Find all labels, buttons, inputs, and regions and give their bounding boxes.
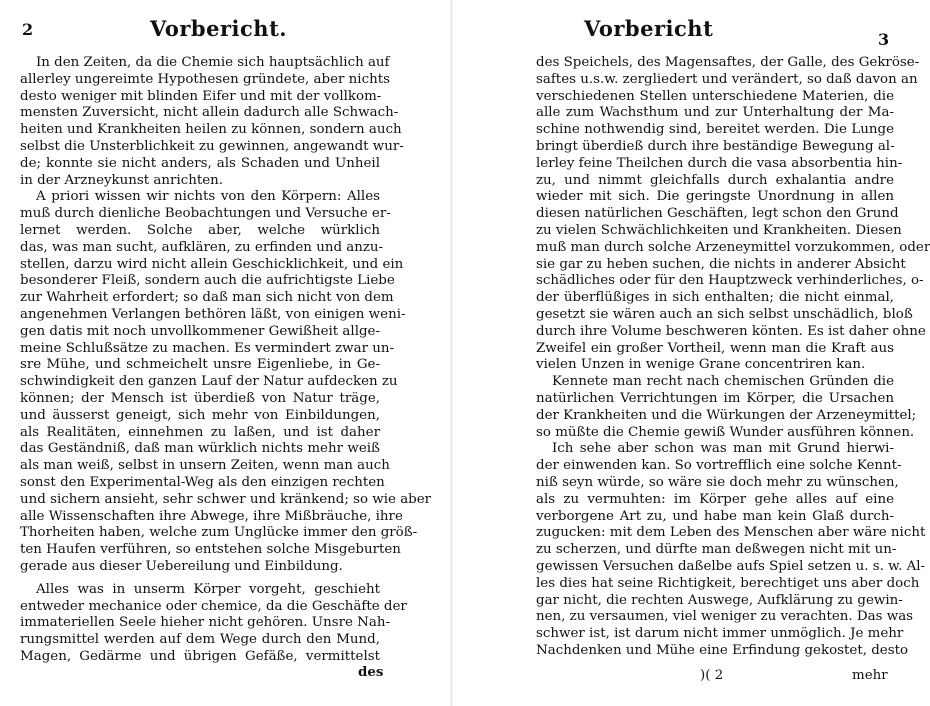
right-page: [452, 0, 930, 706]
signature-mark: )( 2: [700, 668, 724, 683]
text-line: Kennete man recht nach chemischen Gründen die: [552, 374, 894, 390]
text-line: gewissen Versuchen daßelbe aufs Spiel setzen u. s. w. Al-: [536, 558, 926, 574]
text-line: selbst die Unsterblichkeit zu gewinnen, angewandt wur-: [20, 138, 404, 154]
running-header-right: Vorbericht: [584, 16, 714, 41]
text-line: schwindigkeit den ganzen Lauf der Natur aufdecken zu: [20, 374, 398, 390]
text-line: Zweifel ein großer Vortheil, wenn man die Kraft aus: [536, 340, 894, 356]
text-line: wieder mit sich. Die geringste Unordnung in allen: [536, 189, 894, 205]
text-line: der Krankheiten und die Würkungen der Arzeneymittel;: [536, 407, 917, 423]
text-line: Alles was in unserm Körper vorgeht, geschieht: [36, 581, 380, 597]
text-line: rungsmittel werden auf dem Wege durch den Mund,: [20, 632, 380, 648]
text-line: zu vielen Schwächlichkeiten und Krankheiten. Diesen: [536, 222, 902, 238]
text-line: verschiedenen Stellen unterschiedene Materien, die: [536, 88, 894, 104]
text-line: meine Schlußsätze zu machen. Es vermindert zwar un-: [20, 340, 394, 356]
text-line: gar nicht, die rechten Auswege, Aufklärung zu gewin-: [536, 592, 903, 608]
running-header-left: Vorbericht.: [150, 16, 288, 41]
text-line: saftes u.s.w. zergliedert und verändert, so daß davon an: [536, 71, 918, 87]
text-line: und sichern ansieht, sehr schwer und kränkend; so wie aber: [20, 491, 432, 507]
text-line: schwer ist, ist darum nicht immer unmöglich. Je mehr: [536, 626, 904, 642]
text-line: in der Arzneykunst anrichten.: [20, 172, 224, 188]
text-line: natürlichen Verrichtungen im Körper, die Ursachen: [536, 390, 894, 406]
text-line: vielen Unzen in wenige Grane concentriren kan.: [536, 357, 866, 373]
body-text-left: [20, 55, 432, 666]
text-line: sre Mühe, und schmeichelt unsre Eigenliebe, in Ge-: [20, 357, 380, 373]
text-line: A priori wissen wir nichts von den Körpern: Alles: [36, 189, 380, 205]
text-line: entweder mechanice oder chemice, da die Geschäfte der: [20, 598, 407, 614]
catchword-left: des: [358, 664, 384, 680]
body-text-right: [536, 55, 930, 660]
text-line: Thorheiten haben, welche zum Unglücke immer den größ-: [20, 525, 418, 541]
left-page: [0, 0, 452, 706]
text-line: les dies hat seine Richtigkeit, berechtiget uns aber doch: [536, 575, 920, 591]
text-line: können; der Mensch ist überdieß von Natur träge,: [20, 390, 380, 406]
text-line: verborgene Art zu, und habe man kein Glaß durch-: [536, 508, 894, 524]
text-line: zugucken: mit dem Leben des Menschen aber wäre nicht: [536, 525, 926, 541]
text-line: gesetzt sie wären auch an sich selbst unschädlich, bloß: [536, 306, 913, 322]
text-line: ten Haufen verführen, so entstehen solche Misgeburten: [20, 542, 401, 558]
text-line: des Speichels, des Magensaftes, der Galle, des Gekröse-: [536, 55, 920, 70]
text-line: der einwenden kan. So vortrefflich eine solche Kennt-: [536, 458, 902, 474]
text-line: schine nothwendig sind, bereitet werden. Die Lunge: [536, 122, 894, 138]
text-line: lernet werden. Solche aber, welche würklich: [20, 222, 380, 238]
text-line: durch ihre Volume beschweren könten. Es ist daher ohne: [536, 323, 926, 339]
text-line: angenehmen Verlangen bethören läßt, von einigen weni-: [20, 306, 406, 322]
text-line: mensten Zuversicht, nicht allein dadurch alle Schwach-: [20, 105, 399, 121]
text-line: de; konnte sie nicht anders, als Schaden und Unheil: [20, 155, 380, 171]
text-line: nen, zu versaumen, viel weniger zu verachten. Das was: [536, 609, 914, 625]
text-line: In den Zeiten, da die Chemie sich hauptsächlich auf: [36, 55, 390, 70]
text-line: bringt überdieß durch ihre beständige Bewegung al-: [536, 138, 895, 154]
text-line: alle Wissenschaften ihre Abwege, ihre Mißbräuche, ihre: [20, 508, 403, 524]
text-line: Ich sehe aber schon was man mit Grund hierwi-: [552, 441, 894, 457]
text-line: und äusserst geneigt, sich mehr von Einbildungen,: [20, 407, 380, 423]
text-line: alle zum Wachsthum und zur Unterhaltung der Ma-: [536, 105, 894, 121]
text-line: zu scherzen, und dürfte man deßwegen nicht mit un-: [536, 542, 897, 558]
text-line: als man weiß, selbst in unsern Zeiten, wenn man auch: [20, 458, 390, 474]
text-line: diesen natürlichen Geschäften, legt schon den Grund: [536, 206, 899, 222]
text-line: desto weniger mit blinden Eifer und mit der vollkom-: [20, 88, 382, 104]
text-line: besonderer Fleiß, sondern auch die aufrichtigste Liebe: [20, 273, 395, 289]
text-line: der überflüßiges in sich enthalten; die nicht einmal,: [536, 290, 894, 306]
text-line: sie gar zu heben suchen, die nichts in anderer Absicht: [536, 256, 906, 272]
text-line: so müßte die Chemie gewiß Wunder ausführen können.: [536, 424, 915, 440]
text-line: heiten und Krankheiten heilen zu können, sondern auch: [20, 122, 402, 138]
text-line: immateriellen Seele hieher nicht gehören. Unsre Nah-: [20, 615, 390, 631]
text-line: muß man durch solche Arzeneymittel vorzukommen, oder: [536, 239, 930, 255]
text-line: niß seyn würde, so wäre sie doch mehr zu wünschen,: [536, 474, 899, 490]
text-line: zu, und nimmt gleichfalls durch exhalantia andre: [536, 172, 894, 188]
text-line: das, was man sucht, aufklären, zu erfinden und anzu-: [20, 239, 384, 255]
text-line: stellen, darzu wird nicht allein Geschicklichkeit, und ein: [20, 256, 404, 272]
page-number-right: 3: [878, 30, 890, 49]
text-line: gen datis mit noch unvollkommener Gewißheit allge-: [20, 323, 380, 339]
text-line: zur Wahrheit erfordert; so daß man sich nicht von dem: [20, 290, 394, 306]
catchword-right: mehr: [852, 668, 888, 683]
text-line: allerley ungereimte Hypothesen gründete, aber nichts: [20, 71, 390, 87]
text-line: Nachdenken und Mühe eine Erfindung gekostet, desto: [536, 642, 909, 658]
text-line: als zu vermuhten: im Körper gehe alles auf eine: [536, 491, 894, 507]
text-line: muß durch dienliche Beobachtungen und Versuche er-: [20, 206, 391, 222]
text-line: gerade aus dieser Uebereilung und Einbildung.: [20, 558, 343, 574]
page-number-left: 2: [22, 20, 34, 39]
text-line: lerley feine Theilchen durch die vasa absorbentia hin-: [536, 155, 903, 171]
text-line: schädliches oder für den Hauptzweck verhinderliches, o-: [536, 273, 924, 289]
text-line: Magen, Gedärme und übrigen Gefäße, vermittelst: [20, 648, 380, 664]
text-line: sonst den Experimental-Weg als den einzigen rechten: [20, 474, 385, 490]
text-line: als Realitäten, einnehmen zu laßen, und ist daher: [20, 424, 380, 440]
text-line: das Geständniß, daß man würklich nichts mehr weiß: [20, 441, 380, 457]
